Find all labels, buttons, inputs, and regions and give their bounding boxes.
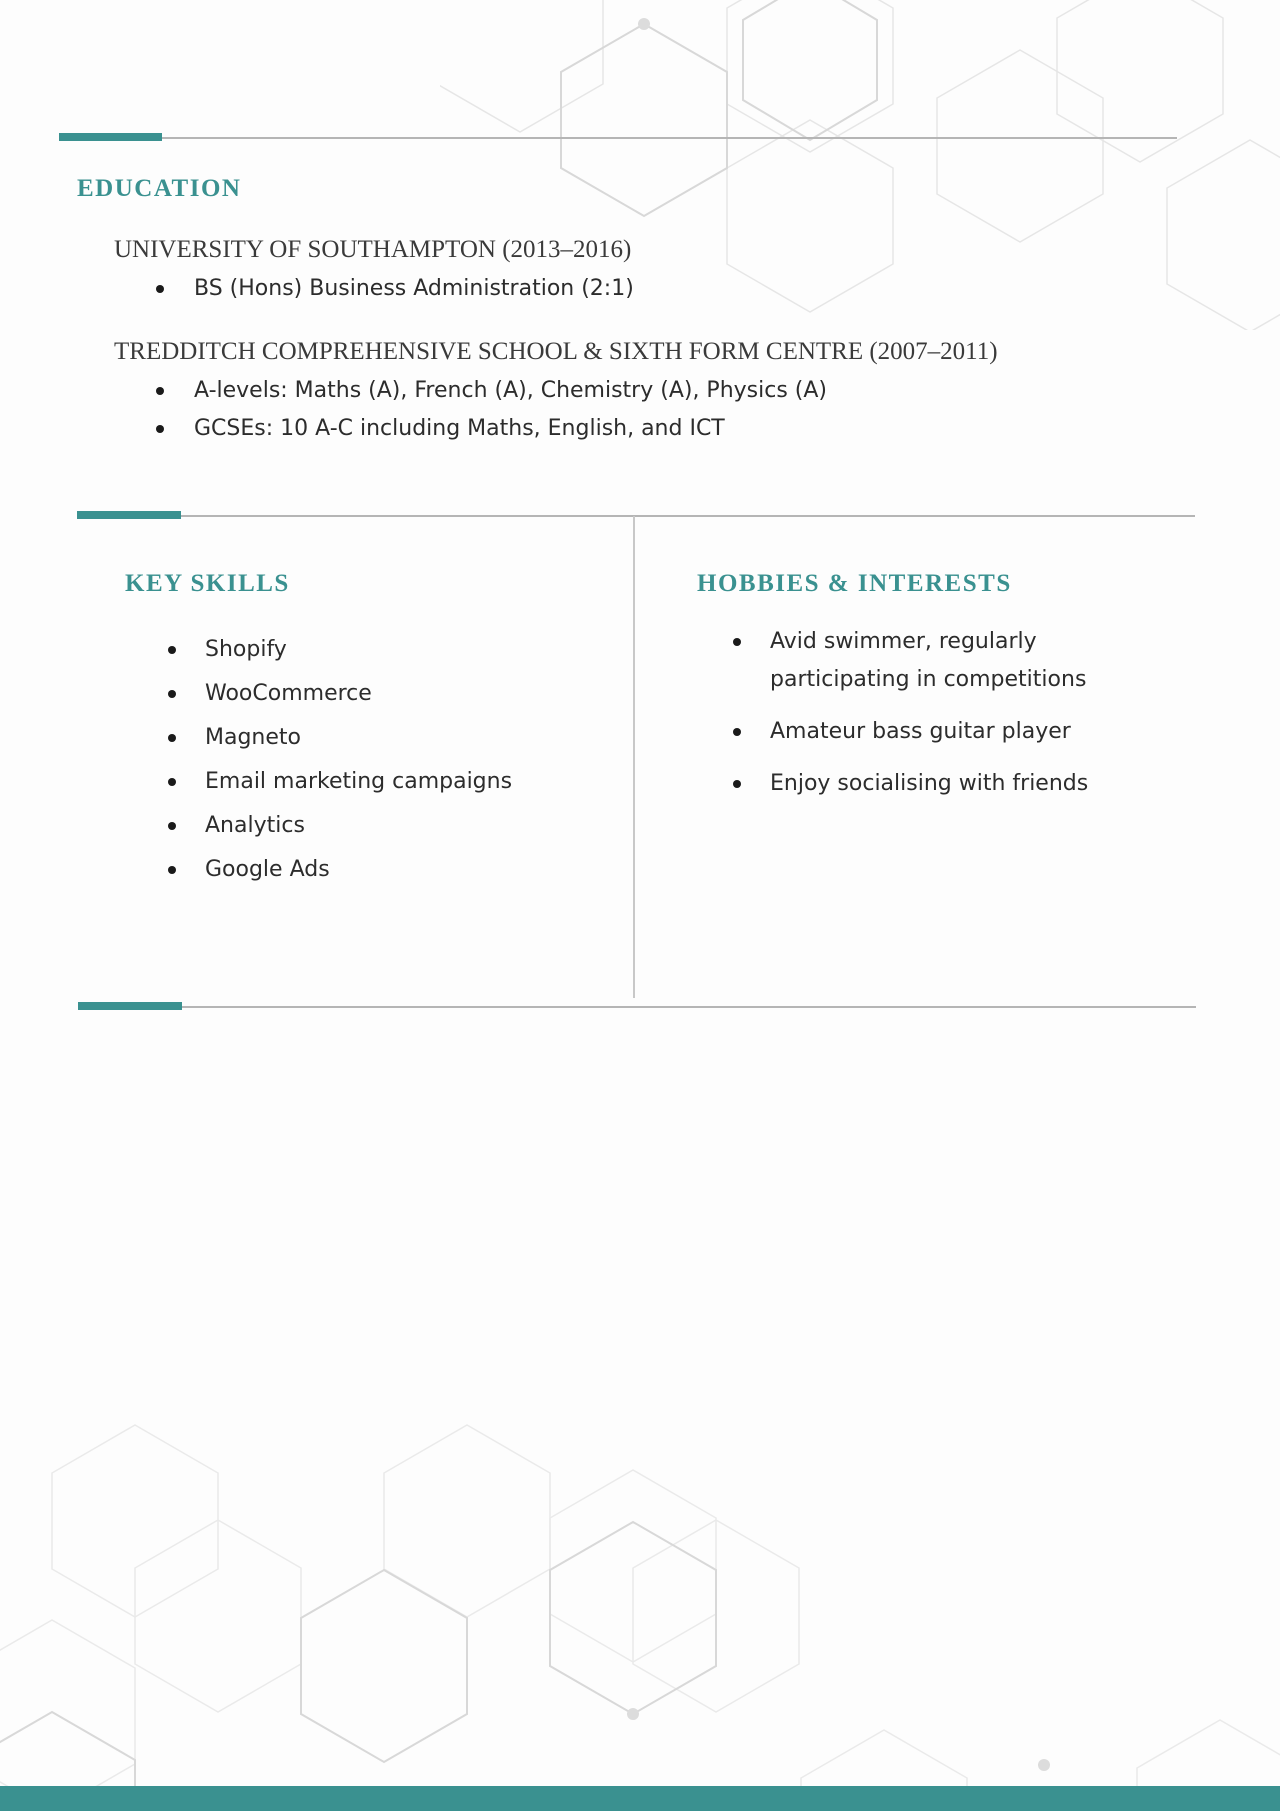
list-item: GCSEs: 10 A-C including Maths, English, and ICT (194, 410, 827, 448)
university-details (194, 270, 634, 308)
list-item: BS (Hons) Business Administration (2:1) (194, 270, 634, 308)
list-item: Google Ads (205, 848, 512, 892)
footer-accent-bar (0, 1786, 1280, 1811)
list-item: Shopify (205, 628, 512, 672)
lower-divider (78, 1006, 1196, 1008)
top-divider (59, 137, 1177, 139)
hobbies-list (770, 623, 1100, 817)
list-item: Email marketing campaigns (205, 760, 512, 804)
lower-divider-accent (78, 1002, 182, 1010)
list-item: Magneto (205, 716, 512, 760)
middle-divider-accent (77, 511, 181, 519)
list-item: Amateur bass guitar player (770, 713, 1100, 751)
school-details (194, 372, 827, 448)
list-item: WooCommerce (205, 672, 512, 716)
list-item: Avid swimmer, regularly participating in competitions (770, 623, 1100, 699)
institution-school: TREDDITCH COMPREHENSIVE SCHOOL & SIXTH FORM CENTRE (2007–2011) (114, 338, 998, 365)
hexagon-pattern-bottom (0, 1400, 1280, 1790)
column-separator (633, 516, 635, 998)
key-skills-heading: KEY SKILLS (125, 570, 290, 597)
middle-divider (77, 515, 1195, 517)
education-heading: EDUCATION (77, 175, 242, 202)
list-item: Analytics (205, 804, 512, 848)
hobbies-heading: HOBBIES & INTERESTS (697, 570, 1012, 597)
list-item: A-levels: Maths (A), French (A), Chemistry (A), Physics (A) (194, 372, 827, 410)
institution-university: UNIVERSITY OF SOUTHAMPTON (2013–2016) (114, 236, 632, 263)
skills-list (205, 628, 512, 892)
top-divider-accent (59, 133, 162, 141)
list-item: Enjoy socialising with friends (770, 765, 1100, 803)
